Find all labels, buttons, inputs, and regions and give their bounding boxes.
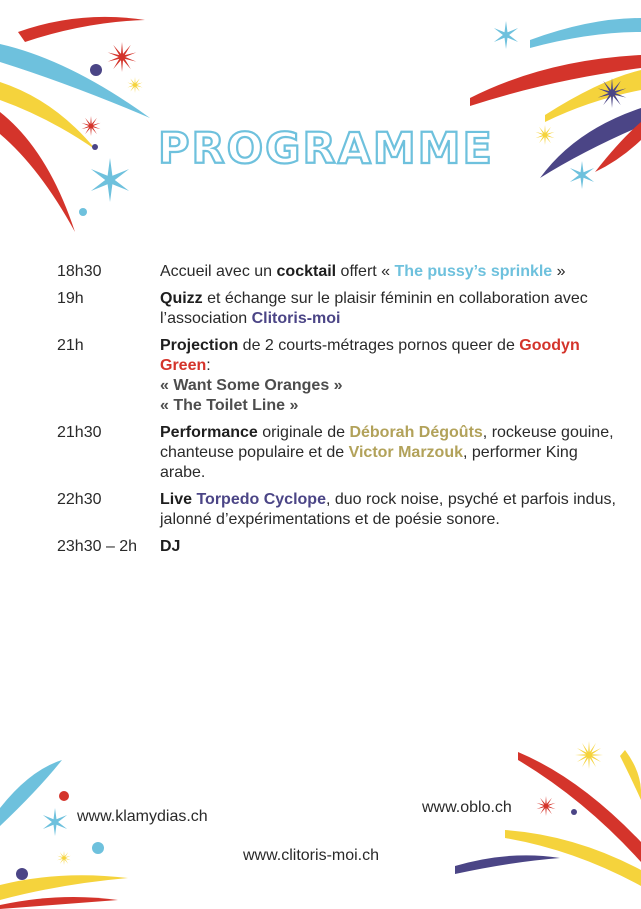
star-icon [494, 21, 518, 49]
schedule-time: 21h30 [57, 424, 102, 441]
schedule-row [57, 490, 627, 530]
description-segment: Clitoris-moi [251, 310, 341, 327]
program-schedule [57, 262, 627, 564]
schedule-row [57, 289, 627, 329]
schedule-description [160, 289, 627, 329]
description-segment: The pussy’s sprinkle [394, 263, 553, 280]
star-icon [43, 808, 67, 836]
page-title: PROGRAMME [158, 124, 494, 174]
description-segment: Déborah Dégoûts [349, 424, 483, 441]
description-segment: , duo rock noise, psyché et parfois indus, jalonné d’expérimentations et de poésie sonore. [160, 491, 616, 528]
description-segment: Quizz [160, 290, 203, 307]
schedule-time: 22h30 [57, 491, 102, 508]
oblo-url[interactable]: www.oblo.ch [422, 799, 512, 816]
description-segment: offert « [336, 263, 395, 280]
description-segment: Projection [160, 337, 239, 354]
schedule-description [160, 537, 627, 557]
description-segment: originale de [257, 424, 350, 441]
star-icon [82, 116, 101, 136]
star-icon [127, 77, 142, 93]
schedule-row [57, 336, 627, 416]
description-segment: Live [160, 491, 193, 508]
clitoris-moi-url[interactable]: www.clitoris-moi.ch [243, 847, 380, 864]
schedule-description [160, 490, 627, 530]
schedule-time: 23h30 – 2h [57, 538, 138, 555]
star-icon [536, 125, 555, 145]
description-segment: et échange sur le plaisir féminin en collaboration avec l’association [160, 290, 588, 327]
star-icon [91, 158, 129, 202]
description-segment: Accueil avec un [160, 263, 277, 280]
schedule-time: 21h [57, 337, 84, 354]
schedule-time: 19h [57, 290, 84, 307]
schedule-description [160, 262, 627, 282]
description-segment: Torpedo Cyclope [196, 491, 326, 508]
description-segment: : [206, 357, 211, 374]
schedule-row [57, 423, 627, 483]
description-segment: « Want Some Oranges » [160, 377, 343, 394]
description-segment: cocktail [276, 263, 337, 280]
schedule-description [160, 336, 627, 416]
description-segment: Performance [160, 424, 258, 441]
star-icon [575, 741, 603, 769]
description-segment: , rockeuse gouine, chanteuse populaire et de [160, 424, 614, 461]
description-segment: » [552, 263, 566, 280]
star-icon [57, 851, 70, 865]
schedule-time: 18h30 [57, 263, 102, 280]
star-icon [537, 796, 556, 816]
schedule-description [160, 423, 627, 483]
star-icon [570, 161, 594, 189]
description-segment: , performer King arabe. [160, 444, 578, 481]
star-icon [108, 42, 137, 72]
klamydias-url[interactable]: www.klamydias.ch [77, 808, 208, 825]
description-segment: DJ [160, 538, 181, 555]
schedule-row [57, 262, 627, 282]
description-segment: de 2 courts-métrages pornos queer de [238, 337, 520, 354]
description-segment: Goodyn Green [160, 337, 580, 374]
description-segment: « The Toilet Line » [160, 397, 299, 414]
description-segment: Victor Marzouk [348, 444, 463, 461]
schedule-row [57, 537, 627, 557]
